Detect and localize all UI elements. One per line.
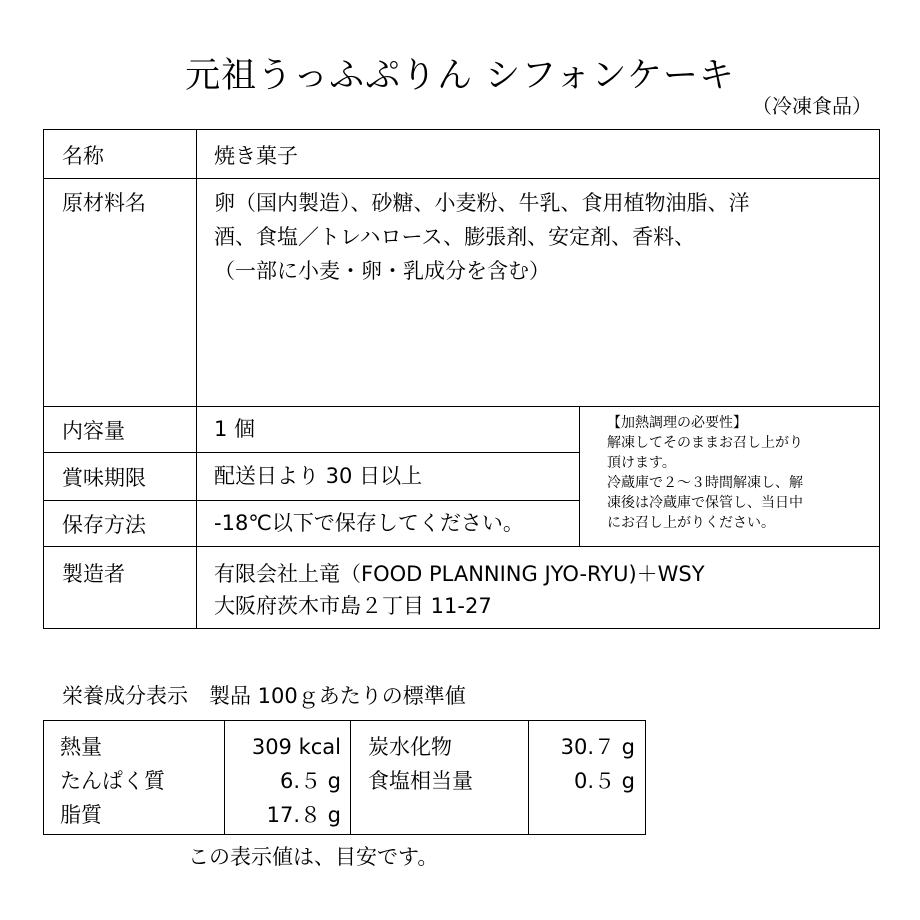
note-line: 解凍してそのままお召し上がり <box>607 435 803 451</box>
note-line: にお召し上がりください。 <box>607 515 775 531</box>
nutrition-divider <box>350 721 351 834</box>
spec-divider <box>44 546 879 547</box>
value-best-before: 配送日より 30 日以上 <box>214 464 423 488</box>
nutrient-name: 熱量 <box>60 735 102 759</box>
label-product-name: 名称 <box>62 144 104 168</box>
spec-table <box>43 129 880 629</box>
value-ingredients-line: （一部に小麦・卵・乳成分を含む） <box>214 259 550 283</box>
heating-note <box>607 413 869 533</box>
label-storage: 保存方法 <box>62 513 146 537</box>
note-line: 【加熱調理の必要性】 <box>607 415 747 431</box>
nutrient-name: たんぱく質 <box>60 769 165 793</box>
spec-divider <box>196 130 197 628</box>
nutrition-divider <box>528 721 529 834</box>
spec-divider <box>44 406 879 407</box>
nutrition-title: 栄養成分表示 製品 100ｇあたりの標準値 <box>62 684 466 708</box>
label-quantity: 内容量 <box>62 419 125 443</box>
nutrient-value: 0.５ g <box>573 769 635 793</box>
note-line: 頂けます。 <box>607 455 676 471</box>
nutrient-value: 17.８ g <box>266 803 341 827</box>
value-storage: -18℃以下で保存してください。 <box>214 511 524 535</box>
spec-divider <box>44 500 579 501</box>
note-line: 凍後は冷蔵庫で保管し、当日中 <box>607 495 803 511</box>
value-manufacturer-line: 大阪府茨木市島２丁目 11-27 <box>214 594 492 618</box>
nutrition-table <box>43 720 646 835</box>
nutrient-value: 309 kcal <box>251 735 341 759</box>
disclaimer: この表示値は、目安です。 <box>188 845 439 869</box>
product-category: （冷凍食品） <box>752 94 872 118</box>
value-product-name: 焼き菓子 <box>214 144 298 168</box>
nutrient-name: 炭水化物 <box>368 735 452 759</box>
label-ingredients: 原材料名 <box>62 191 146 215</box>
nutrient-name: 食塩相当量 <box>368 769 473 793</box>
nutrient-name: 脂質 <box>60 803 102 827</box>
value-ingredients-line: 卵（国内製造）、砂糖、小麦粉、牛乳、食用植物油脂、洋 <box>214 191 750 215</box>
label-best-before: 賞味期限 <box>62 466 146 490</box>
value-ingredients-line: 酒、食塩／トレハロース、膨張剤、安定剤、香料、 <box>214 225 696 249</box>
product-title: 元祖うっふぷりん シフォンケーキ <box>185 56 735 96</box>
spec-divider <box>44 452 579 453</box>
value-quantity: 1 個 <box>214 417 256 441</box>
value-manufacturer-line: 有限会社上竜（FOOD PLANNING JYO-RYU)＋WSY <box>214 562 705 586</box>
note-line: 冷蔵庫で２～３時間解凍し、解 <box>607 475 803 491</box>
nutrition-divider <box>224 721 225 834</box>
label-manufacturer: 製造者 <box>62 562 125 586</box>
spec-divider <box>579 406 580 546</box>
spec-divider <box>44 178 879 179</box>
nutrient-value: 30.７ g <box>560 735 635 759</box>
nutrient-value: 6.５ g <box>279 769 341 793</box>
